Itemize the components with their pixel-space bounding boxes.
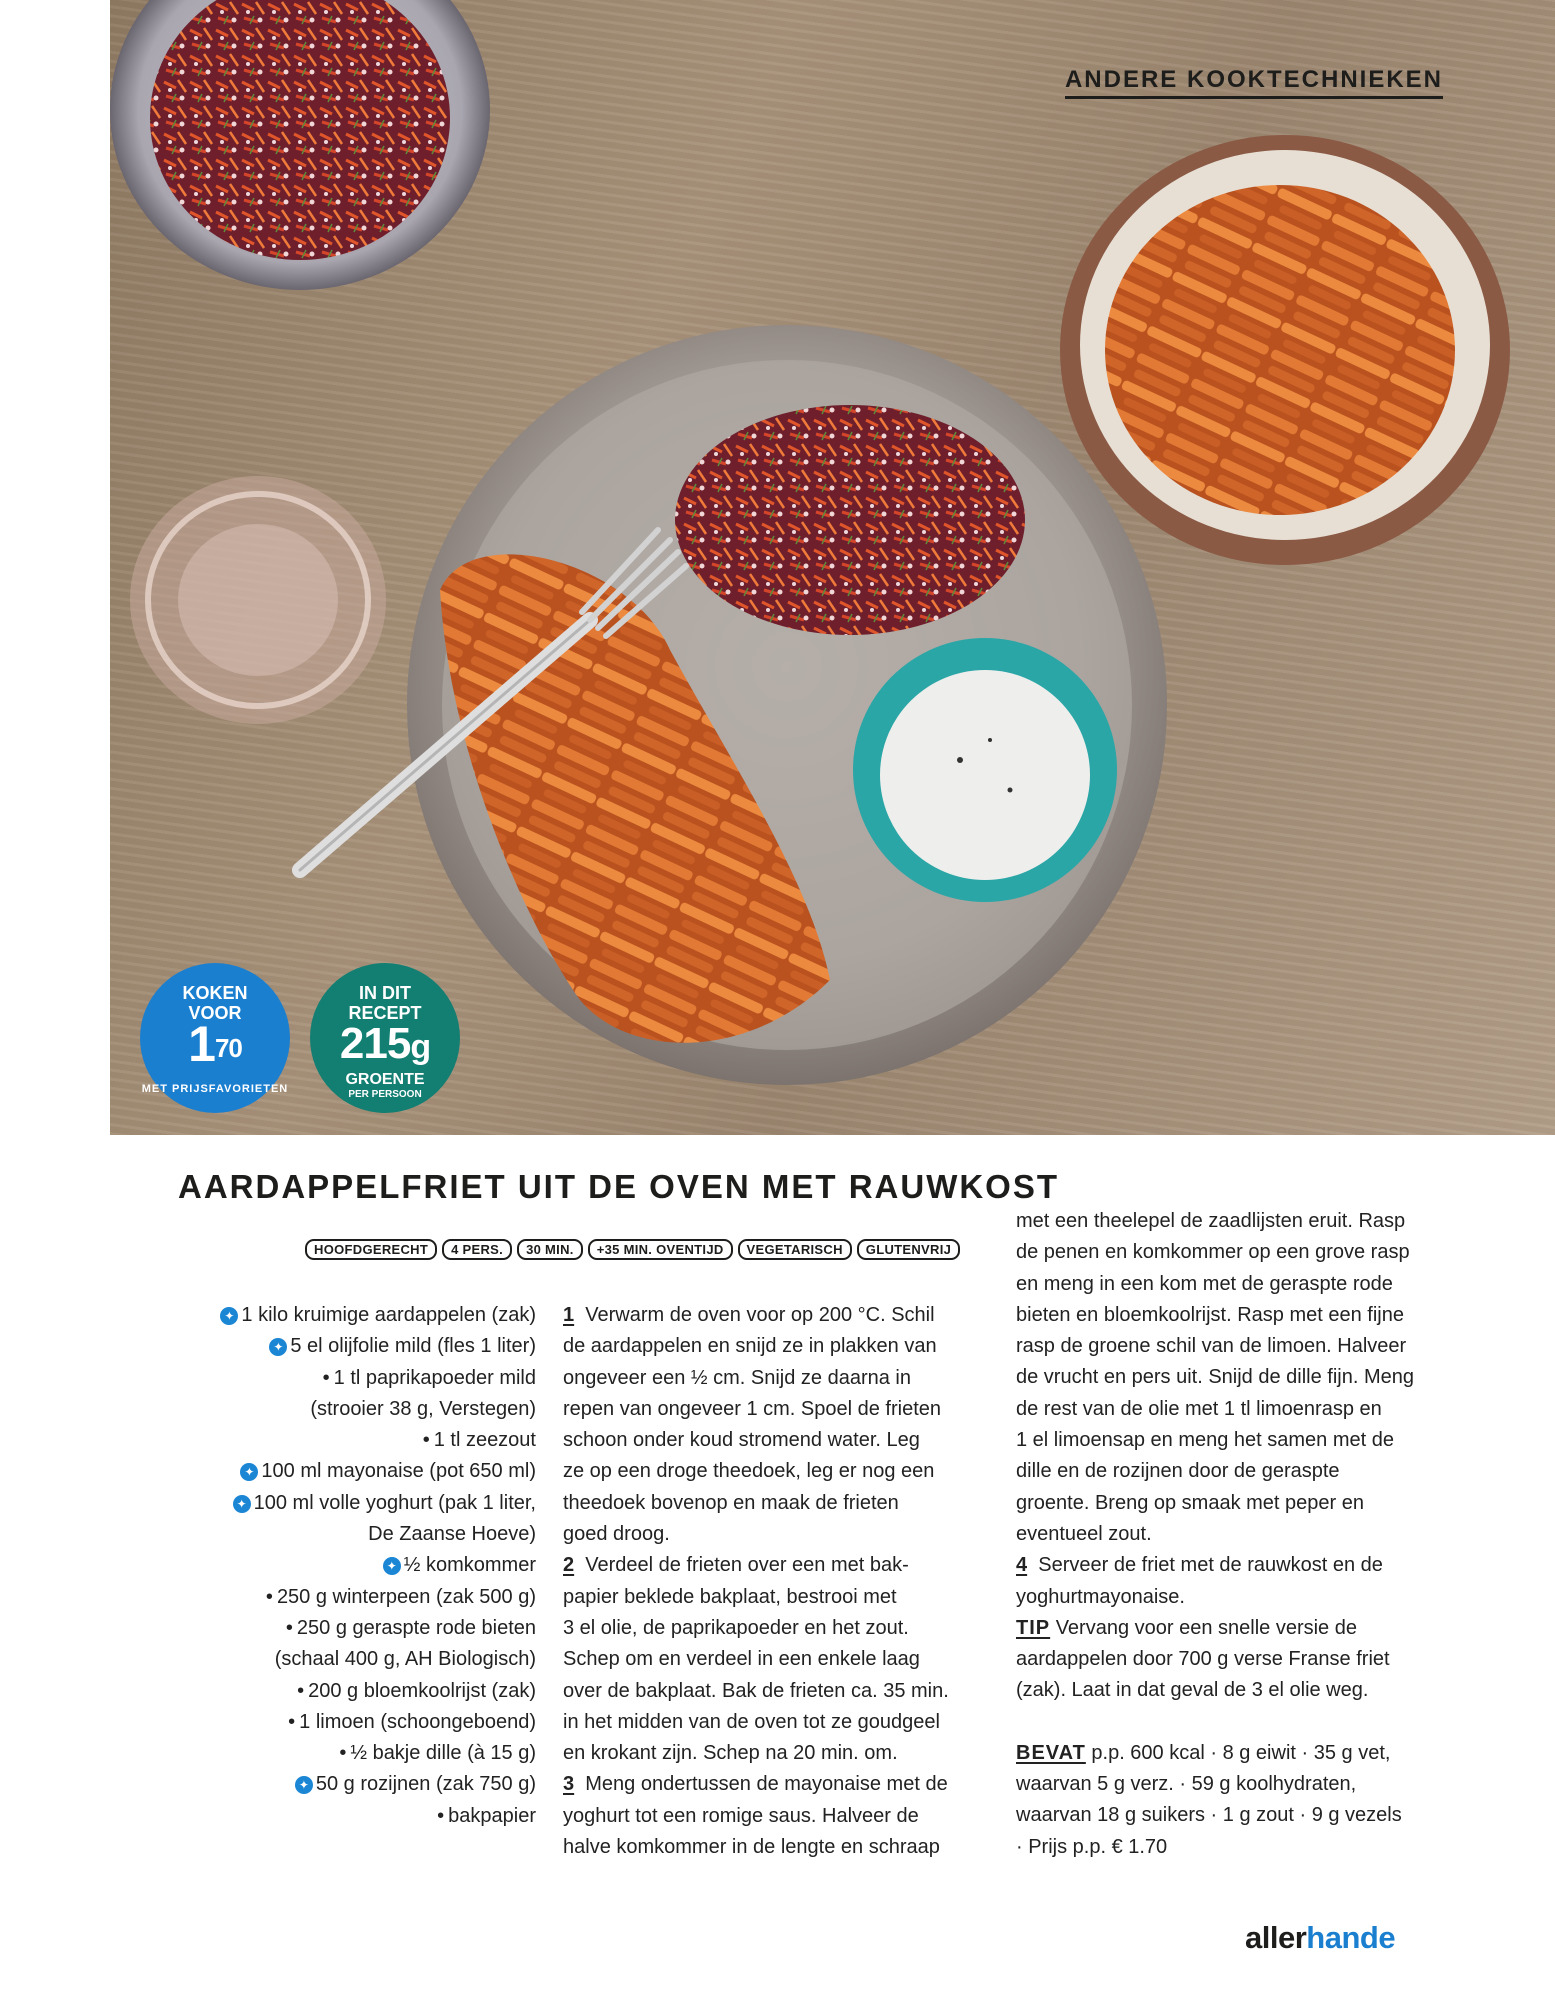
recipe-photo xyxy=(110,0,1555,1135)
ingredient-item: • ½ bakje dille (à 15 g) xyxy=(339,1742,536,1765)
food-illustration xyxy=(110,0,1555,1135)
nutrition-label: BEVAT xyxy=(1016,1741,1086,1764)
section-label: ANDERE KOOKTECHNIEKEN xyxy=(1065,66,1443,99)
step-number: 2 xyxy=(563,1554,575,1577)
method-step-1: 1 Verwarm de oven voor op 200 °C. Schil de aardappelen en snijd ze in plakken van ongeveer een ½ cm. Snijd ze daarna in repen van ongeveer 1 cm. Spoel de frieten schoon onder koud stromend water. Leg ze op een droge theedoek, leg er nog een theedoek bovenop en maak de frieten goed droog. xyxy=(563,1304,942,1546)
veg-label: GROENTE xyxy=(345,1071,425,1088)
ingredient-item: ✦ 50 g rozijnen (zak 750 g) xyxy=(180,1769,536,1800)
method-step-3-continued: met een theelepel de zaadlijsten eruit. Rasp de penen en komkommer op een grove rasp en meng in een kom met de geraspte rode bieten en bloemkoolrijst. Rasp met een fijne rasp de groene schil van de limoen. Halveer de vrucht en pers uit. Snijd de dille fijn. Meng de rest van de olie met 1 tl limoenrasp en 1 el limoensap en meng het samen met de dille en de rozijnen door de geraspte groente. Breng op smaak met peper en eventueel zout. xyxy=(1016,1210,1414,1545)
veg-badge-line1: IN DIT xyxy=(359,983,411,1003)
veg-unit: g xyxy=(410,1028,431,1066)
ingredient-item: • 1 tl zeezout xyxy=(422,1429,536,1452)
recipe-title: AARDAPPELFRIET UIT DE OVEN MET RAUWKOST xyxy=(178,1168,1060,1205)
price-favourite-icon: ✦ xyxy=(240,1463,258,1481)
step-number: 4 xyxy=(1016,1554,1028,1577)
tip-label: TIP xyxy=(1016,1616,1051,1639)
step-number: 1 xyxy=(563,1304,575,1326)
tag-time: 30 MIN. xyxy=(517,1239,583,1260)
price-badge-line1: KOKEN xyxy=(182,983,248,1003)
tag-servings: 4 PERS. xyxy=(442,1239,512,1260)
veg-amount: 215 xyxy=(339,1019,411,1068)
method-step-3: 3 Meng ondertussen de mayonaise met de yoghurt tot een romige saus. Halveer de halve komkommer in de lengte en schraap xyxy=(563,1773,948,1859)
ingredient-item: • 1 tl paprikapoeder mild (strooier 38 g, Verstegen) xyxy=(310,1366,536,1420)
step-number: 3 xyxy=(563,1773,575,1796)
ingredient-item: ✦ 100 ml volle yoghurt (pak 1 liter, De Zaanse Hoeve) xyxy=(180,1488,536,1551)
ingredient-item: • 250 g winterpeen (zak 500 g) xyxy=(265,1585,536,1608)
method-step-2: 2 Verdeel de frieten over een met bak- papier beklede bakplaat, bestrooi met 3 el olie, de paprikapoeder en het zout. Schep om en verdeel in een enkele laag over de bakplaat. Bak de frieten ca. 35 min. in het midden van de oven tot ze goudgeel en krokant zijn. Schep na 20 min. om. xyxy=(563,1554,949,1765)
ingredient-item: • 1 limoen (schoongeboend) xyxy=(288,1710,536,1733)
veg-sub: PER PERSOON xyxy=(348,1089,422,1100)
price-amount: 1 xyxy=(188,1016,215,1072)
ingredient-list xyxy=(180,1300,536,1832)
method-step-4: 4 Serveer de friet met de rauwkost en de yoghurtmayonaise. xyxy=(1016,1554,1383,1608)
tag-gluten-free: GLUTENVRIJ xyxy=(857,1239,960,1260)
ingredient-item: ✦ 100 ml mayonaise (pot 650 ml) xyxy=(180,1456,536,1487)
price-badge-ring-text: MET PRIJSFAVORIETEN xyxy=(141,1083,289,1095)
tag-oven-time: +35 MIN. OVENTIJD xyxy=(588,1239,733,1260)
method-column-middle xyxy=(563,1300,993,1863)
recipe-tags xyxy=(305,1239,960,1260)
nutrition-block: BEVAT p.p. 600 kcal · 8 g eiwit · 35 g vet, waarvan 5 g verz. · 59 g koolhydraten, waarvan 18 g suikers · 1 g zout · 9 g vezels · Prijs p.p. € 1.70 xyxy=(1016,1741,1402,1858)
ingredient-item: ✦ 1 kilo kruimige aardappelen (zak) xyxy=(180,1300,536,1331)
method-column-right xyxy=(1016,1206,1456,1863)
ingredient-item: • 200 g bloemkoolrijst (zak) xyxy=(297,1679,536,1702)
price-favourite-icon: ✦ xyxy=(220,1307,238,1325)
tip-block: TIP Vervang voor een snelle versie de aardappelen door 700 g verse Franse friet (zak). Laat in dat geval de 3 el olie weg. xyxy=(1016,1616,1390,1702)
tag-course: HOOFDGERECHT xyxy=(305,1239,437,1260)
allerhande-logo: allerhande xyxy=(1245,1920,1396,1955)
price-favourite-icon: ✦ xyxy=(269,1338,287,1356)
price-cents: 70 xyxy=(214,1033,242,1063)
veg-badge-line2: RECEPT xyxy=(348,1003,422,1023)
price-favourite-icon: ✦ xyxy=(233,1495,251,1513)
price-favourite-icon: ✦ xyxy=(383,1557,401,1575)
price-badge xyxy=(140,963,290,1113)
ingredient-item: • bakpapier xyxy=(437,1804,536,1827)
price-favourite-icon: ✦ xyxy=(295,1776,313,1794)
tag-vegetarian: VEGETARISCH xyxy=(738,1239,852,1260)
price-badge-line2: VOOR xyxy=(188,1003,242,1023)
ingredient-item: ✦ ½ komkommer xyxy=(180,1550,536,1581)
ingredient-item: ✦ 5 el olijfolie mild (fles 1 liter) xyxy=(180,1331,536,1362)
ingredient-item: • 250 g geraspte rode bieten (schaal 400 g, AH Biologisch) xyxy=(274,1616,536,1671)
vegetable-badge xyxy=(310,963,460,1113)
